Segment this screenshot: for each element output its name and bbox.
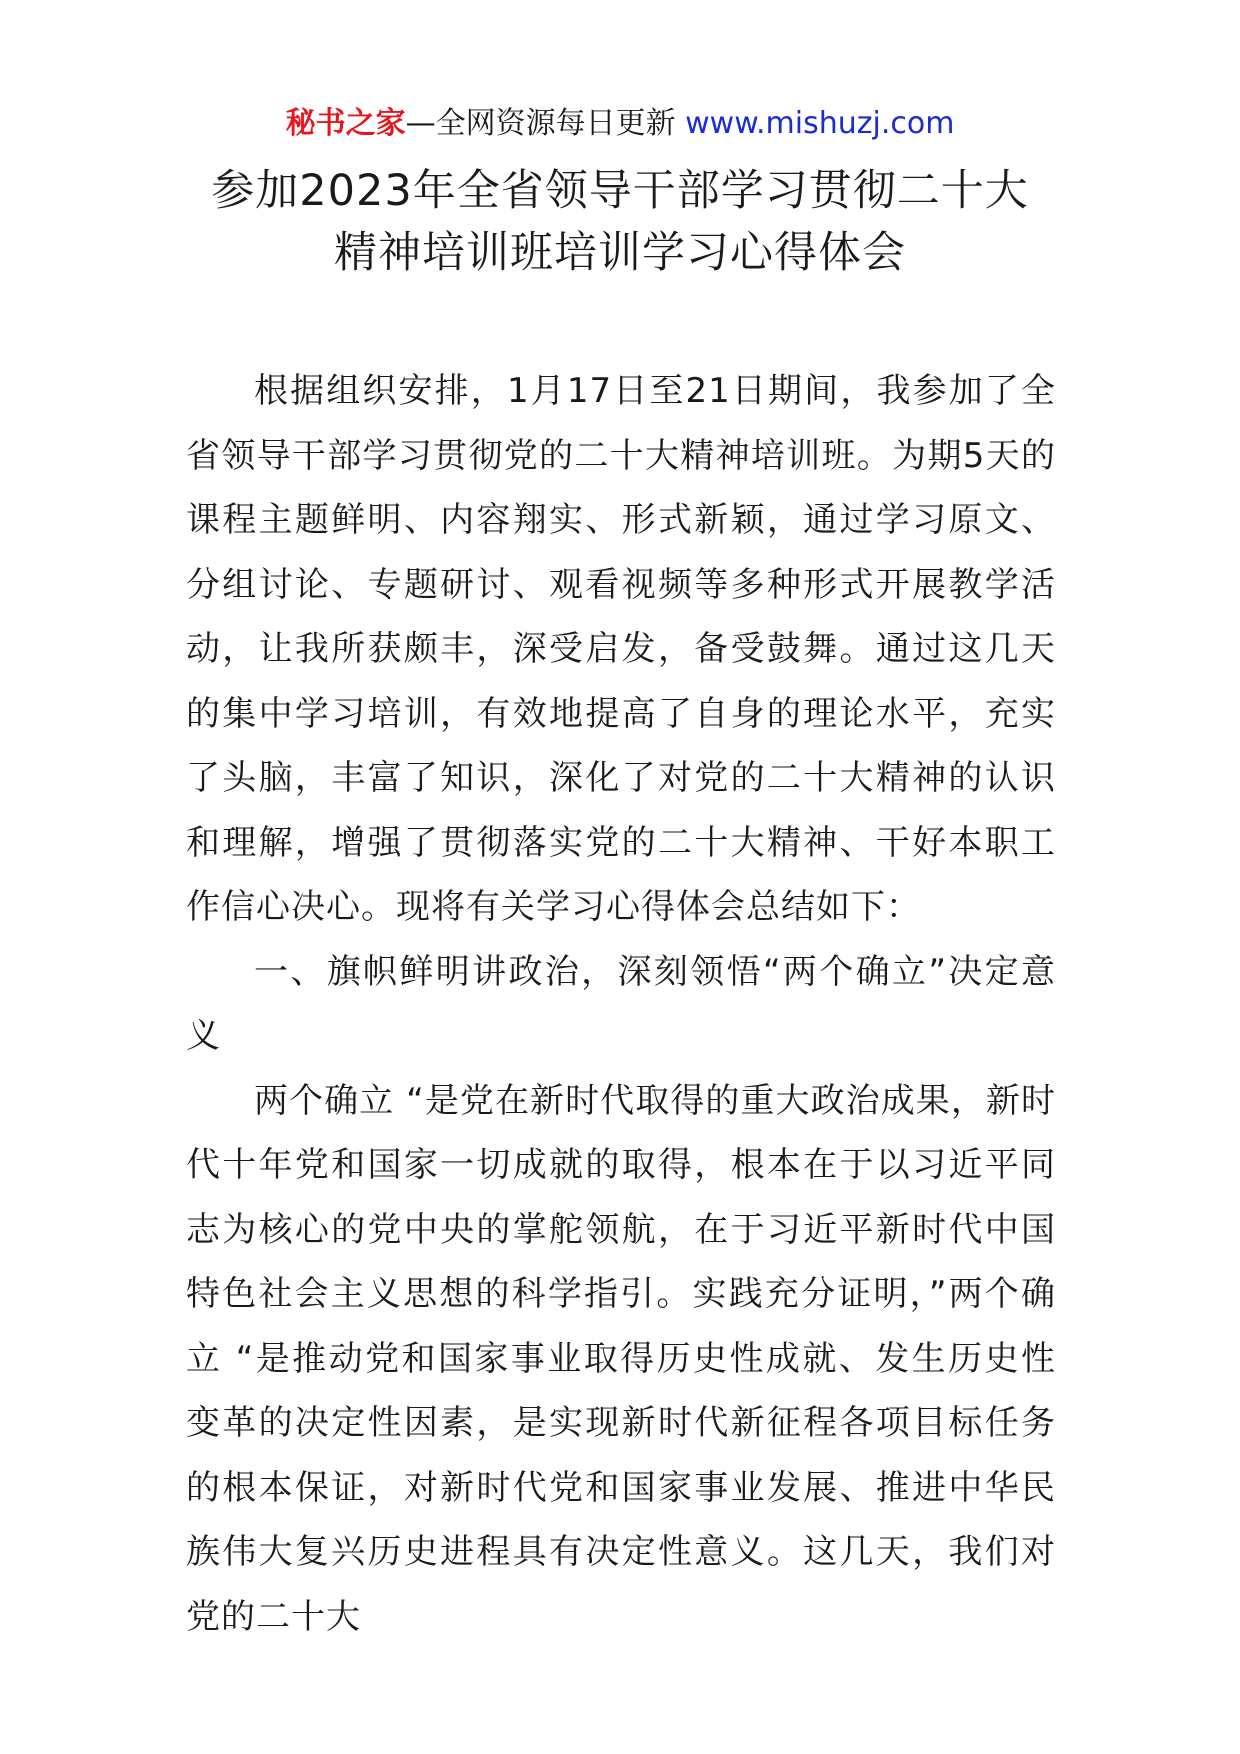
body-paragraph-section-1: 两个确立 “是党在新时代取得的重大政治成果，新时代十年党和国家一切成就的取得，根本在于以习近平同志为核心的党中央的掌舵领航，在于习近平新时代中国特色社会主义思想的科学指引。实践充分证明，”两个确立 “是推动党和国家事业取得历史性成就、发生历史性变革的决定性因素，是实现新时代新征程各项目标任务的根本保证，对新时代党和国家事业发展、推进中华民族伟大复兴历史进程具有决定性意义。这几天，我们对党的二十大 <box>186 1080 1056 1637</box>
site-tagline: —全网资源每日更新 <box>405 106 676 141</box>
title-line-1: 参加2023年全省领导干部学习贯彻二十大 <box>211 166 1029 216</box>
site-url-link[interactable]: www.mishuzj.com <box>685 106 955 141</box>
site-brand: 秘书之家 <box>285 106 406 141</box>
document-body <box>186 359 1056 1649</box>
title-line-2: 精神培训班培训学习心得体会 <box>334 228 906 278</box>
site-header <box>0 104 1240 144</box>
body-paragraph-intro: 根据组织安排，1月17日至21日期间，我参加了全省领导干部学习贯彻党的二十大精神培训班。为期5天的课程主题鲜明、内容翔实、形式新颖，通过学习原文、分组讨论、专题研讨、观看视频等多种形式开展教学活动，让我所获颇丰，深受启发，备受鼓舞。通过这几天的集中学习培训，有效地提高了自身的理论水平，充实了头脑，丰富了知识，深化了对党的二十大精神的认识和理解，增强了贯彻落实党的二十大精神、干好本职工作信心决心。现将有关学习心得体会总结如下： <box>186 371 1056 927</box>
section-heading-1: 一、旗帜鲜明讲政治，深刻领悟“两个确立”决定意义 <box>186 951 1056 1056</box>
document-title <box>140 160 1100 284</box>
